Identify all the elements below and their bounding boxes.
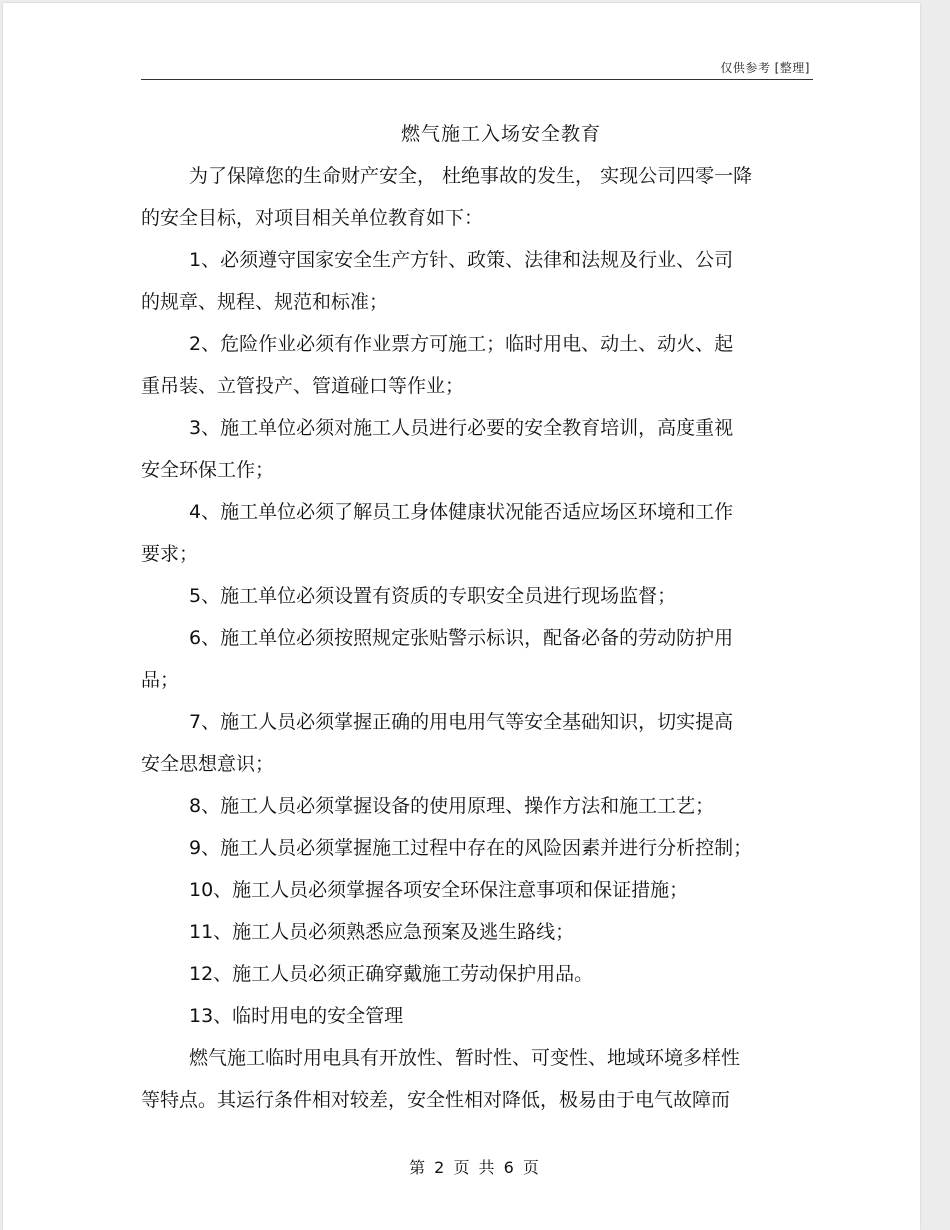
list-item [141,785,813,827]
paragraph-line: 燃气施工临时用电具有开放性、暂时性、可变性、地域环境多样性 [189,1047,741,1069]
list-item [141,575,813,617]
paragraph-line: 的安全目标，对项目相关单位教育如下： [141,207,484,229]
paragraph-line: 为了保障您的生命财产安全， 杜绝事故的发生， 实现公司四零一降 [189,165,753,187]
paragraph-line: 9、施工人员必须掌握施工过程中存在的风险因素并进行分析控制； [189,837,753,859]
list-item [141,491,813,575]
paragraph-line: 的规章、规程、规范和标准； [141,291,389,313]
document-page [3,3,920,1230]
list-item [141,407,813,491]
paragraph-line: 10、施工人员必须掌握各项安全环保注意事项和保证措施； [189,879,689,901]
paragraph-line: 重吊装、立管投产、管道碰口等作业； [141,375,465,397]
paragraph-line: 3、施工单位必须对施工人员进行必要的安全教育培训，高度重视 [189,417,734,439]
paragraph-line: 11、施工人员必须熟悉应急预案及逃生路线； [189,921,575,943]
paragraph-line: 等特点。其运行条件相对较差，安全性相对降低，极易由于电气故障而 [141,1089,731,1111]
list-item [141,239,813,323]
list-item [141,323,813,407]
list-item [141,701,813,785]
paragraph-line: 安全环保工作； [141,459,275,481]
list-item [141,827,813,869]
paragraph-line: 7、施工人员必须掌握正确的用电用气等安全基础知识，切实提高 [189,711,734,733]
list-item [141,953,813,995]
paragraph-line: 2、危险作业必须有作业票方可施工；临时用电、动土、动火、起 [189,333,734,355]
header-divider [141,79,813,80]
paragraph-line: 13、临时用电的安全管理 [189,1005,404,1027]
paragraph-line: 要求； [141,543,199,565]
page-number: 第 2 页 共 6 页 [409,1158,541,1177]
paragraph [141,155,813,239]
paragraph-line: 8、施工人员必须掌握设备的使用原理、操作方法和施工工艺； [189,795,715,817]
paragraph-line: 安全思想意识； [141,753,275,775]
section-heading [141,995,813,1037]
header-note: 仅供参考 [整理] [720,61,810,75]
document-body [141,155,813,1121]
paragraph-line: 5、施工单位必须设置有资质的专职安全员进行现场监督； [189,585,677,607]
paragraph-line: 1、必须遵守国家安全生产方针、政策、法律和法规及行业、公司 [189,249,734,271]
list-item [141,869,813,911]
paragraph-line: 12、施工人员必须正确穿戴施工劳动保护用品。 [189,963,594,985]
paragraph [141,1037,813,1121]
list-item [141,911,813,953]
document-title: 燃气施工入场安全教育 [400,123,601,145]
list-item [141,617,813,701]
paragraph-line: 6、施工单位必须按照规定张贴警示标识，配备必备的劳动防护用 [189,627,734,649]
paragraph-line: 4、施工单位必须了解员工身体健康状况能否适应场区环境和工作 [189,501,734,523]
paragraph-line: 品； [141,669,180,691]
